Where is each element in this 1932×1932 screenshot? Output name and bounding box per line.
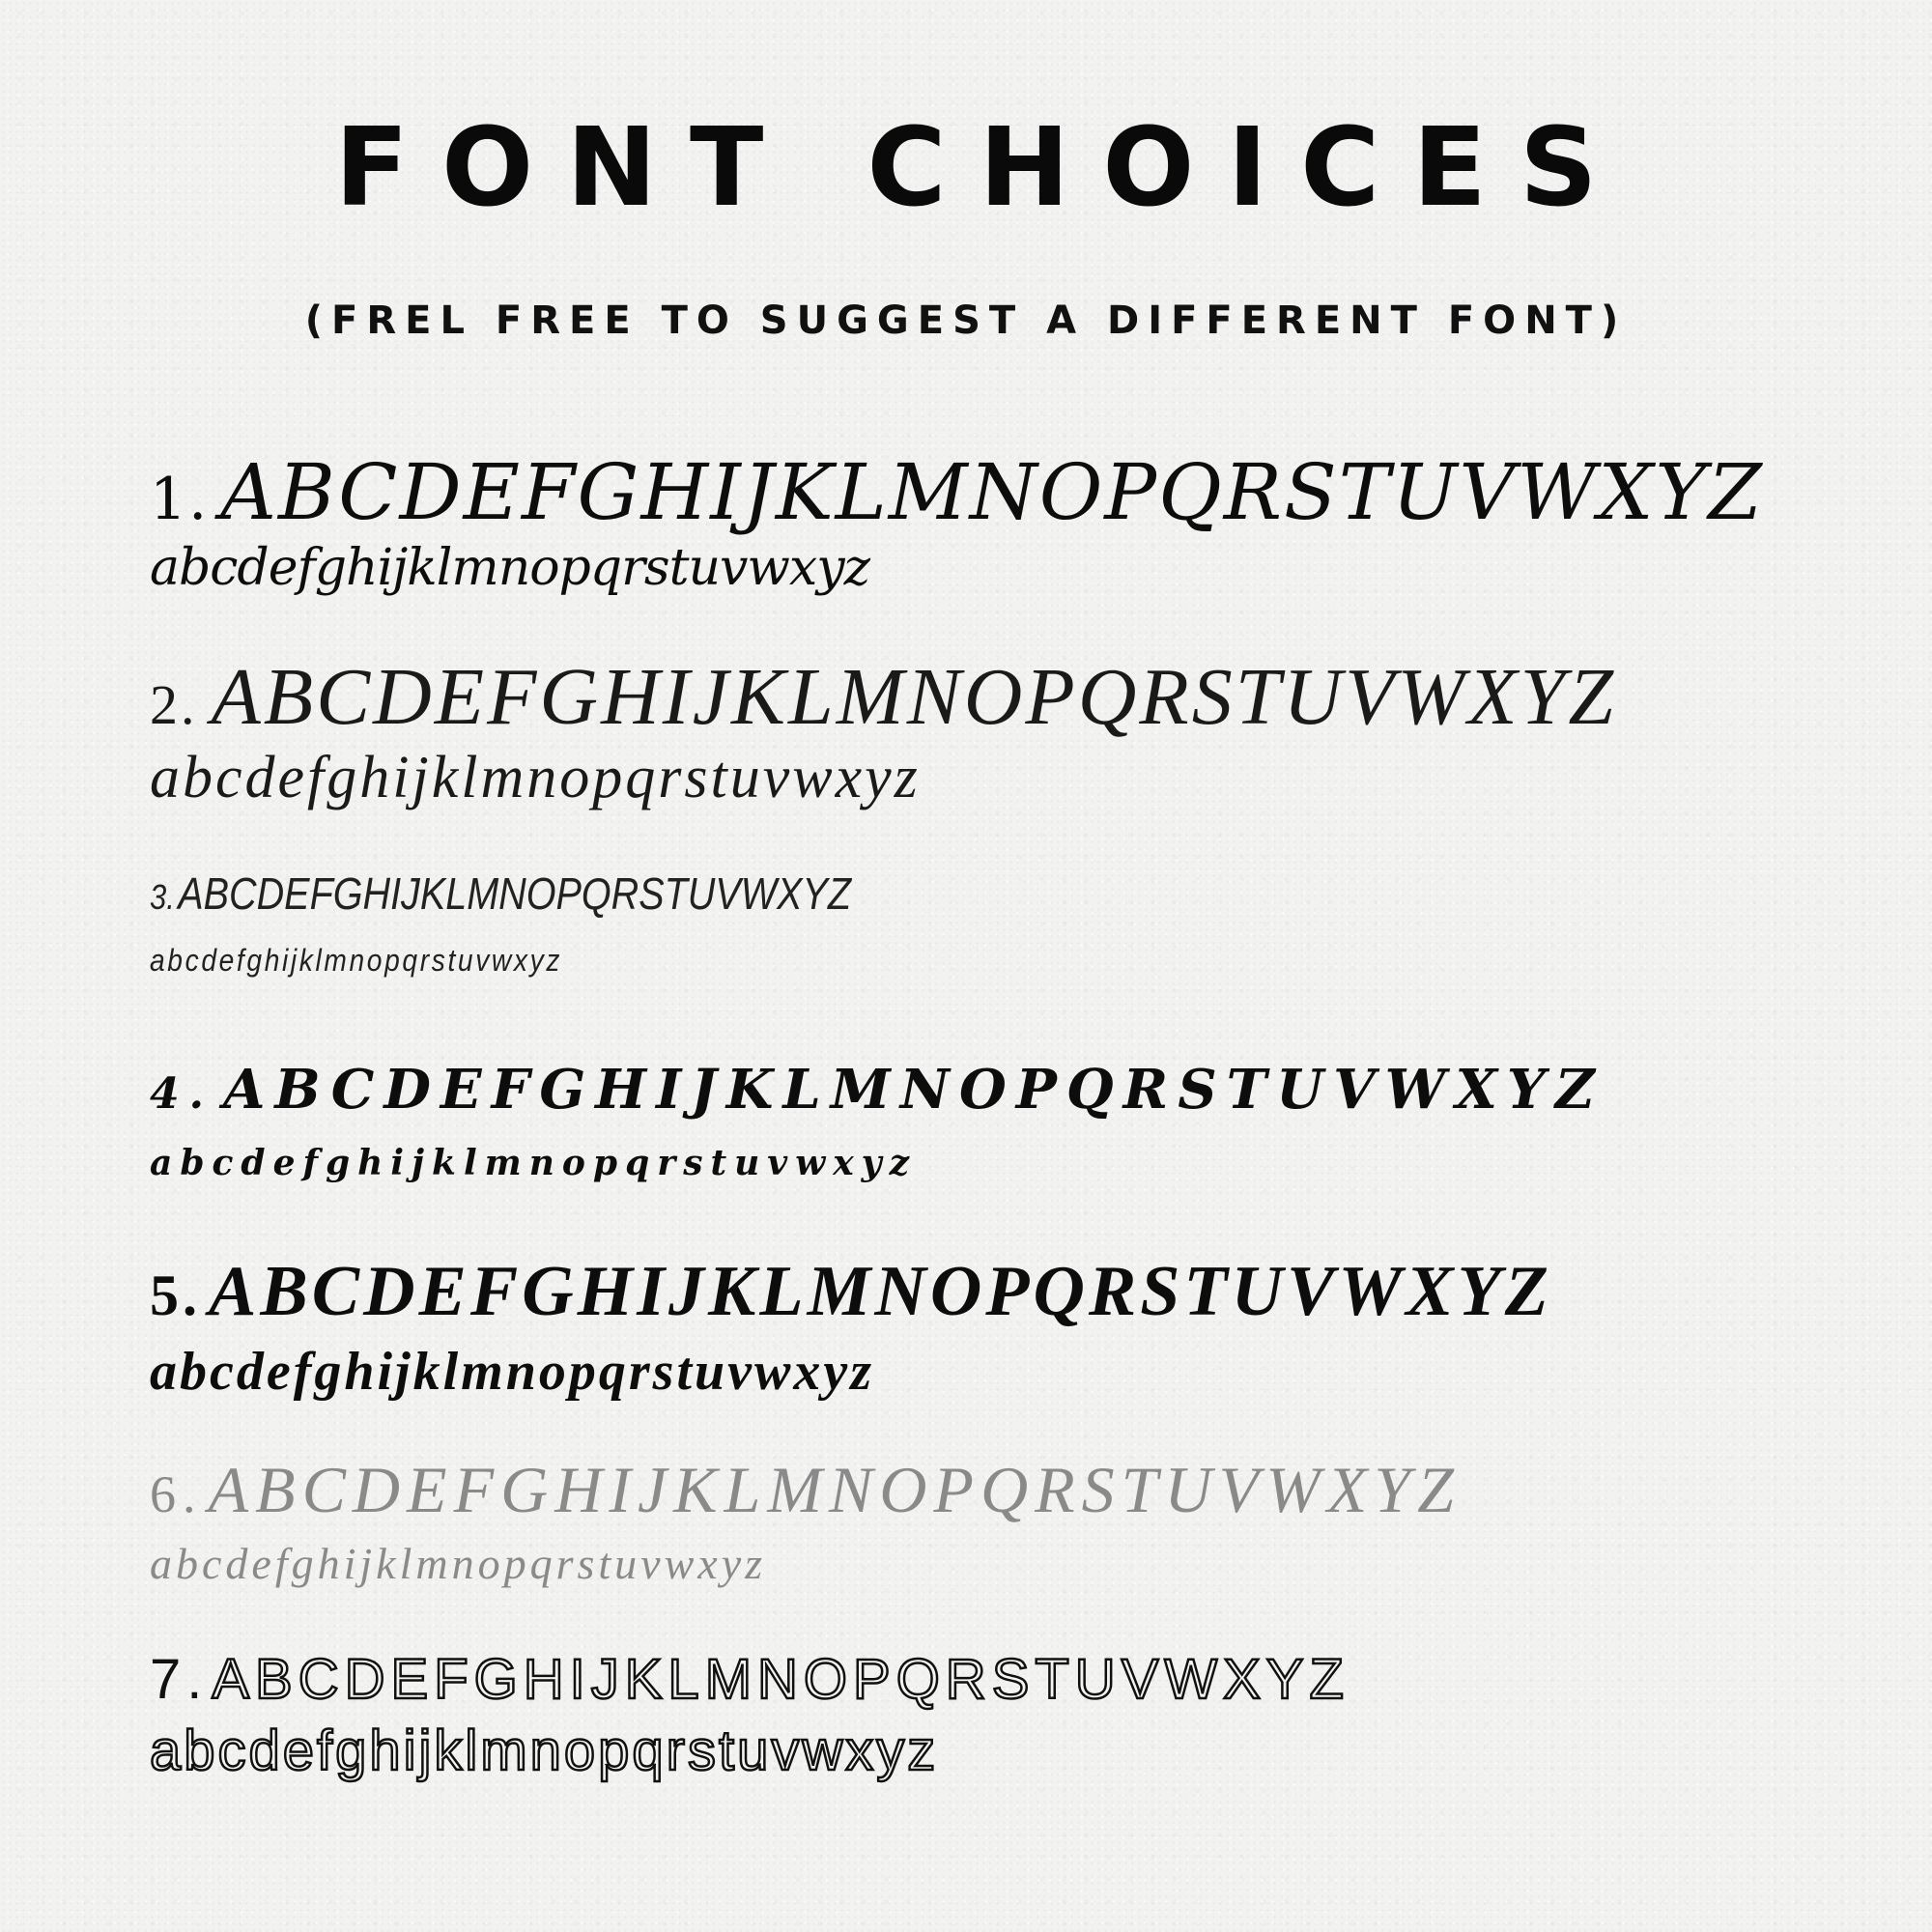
font-sample-2 (150, 652, 1617, 810)
font-sample-uppercase-letters: ABCDEFGHIJKLMNOPQRSTUVWXYZ (209, 1252, 1552, 1331)
font-sample-number: 5. (150, 1264, 201, 1327)
font-sample-lowercase: abcdefghijklmnopqrstuvwxyz (150, 943, 563, 978)
font-sample-uppercase-letters: ABCDEFGHIJKLMNOPQRSTUVWXYZ (208, 1453, 1461, 1526)
font-sample-uppercase (150, 1252, 1552, 1331)
font-sample-uppercase (150, 1058, 1605, 1122)
font-sample-7 (150, 1648, 1350, 1782)
font-sample-lowercase: abcdefghijklmnopqrstuvwxyz (150, 1719, 939, 1782)
page-subtitle: (FREL FREE TO SUGGEST A DIFFERENT FONT) (304, 298, 1628, 343)
font-sample-1 (150, 447, 1764, 597)
font-sample-uppercase-letters: ABCDEFGHIJKLMNOPQRSTUVWXYZ (222, 1058, 1605, 1122)
font-sample-number: 1. (150, 466, 210, 533)
font-sample-lowercase: abcdefghijklmnopqrstuvwxyz (150, 539, 869, 597)
font-sample-lowercase: abcdefghijklmnopqrstuvwxyz (150, 745, 921, 810)
font-sample-number: 7. (150, 1648, 209, 1711)
font-sample-number: 2. (150, 673, 198, 736)
font-sample-uppercase-letters: ABCDEFGHIJKLMNOPQRSTUVWXYZ (211, 652, 1617, 742)
font-sample-3 (150, 868, 965, 978)
font-sample-lowercase: abcdefghijklmnopqrstuvwxyz (150, 1342, 875, 1402)
font-sample-uppercase (150, 447, 1764, 537)
font-sample-uppercase (150, 1648, 1350, 1711)
font-sample-number: 3. (150, 877, 175, 917)
font-sample-uppercase (150, 1453, 1461, 1526)
page-title: FONT CHOICES (334, 105, 1631, 231)
font-sample-number: 6. (150, 1465, 203, 1523)
font-sample-uppercase (150, 868, 852, 919)
font-sample-uppercase-letters: ABCDEFGHIJKLMNOPQRSTUVWXYZ (220, 447, 1764, 537)
font-sample-uppercase (150, 652, 1617, 742)
font-sample-lowercase: abcdefghijklmnopqrstuvwxyz (150, 1539, 767, 1588)
font-sample-lowercase: abcdefghijklmnopqrstuvwxyz (150, 1143, 918, 1183)
font-sample-5 (150, 1252, 1552, 1402)
font-sample-number: 4. (150, 1069, 213, 1119)
font-sample-uppercase-letters: ABCDEFGHIJKLMNOPQRSTUVWXYZ (178, 868, 852, 919)
font-sample-uppercase-letters: ABCDEFGHIJKLMNOPQRSTUVWXYZ (212, 1648, 1350, 1711)
font-sample-4 (150, 1058, 1605, 1183)
font-sample-6 (150, 1453, 1461, 1588)
